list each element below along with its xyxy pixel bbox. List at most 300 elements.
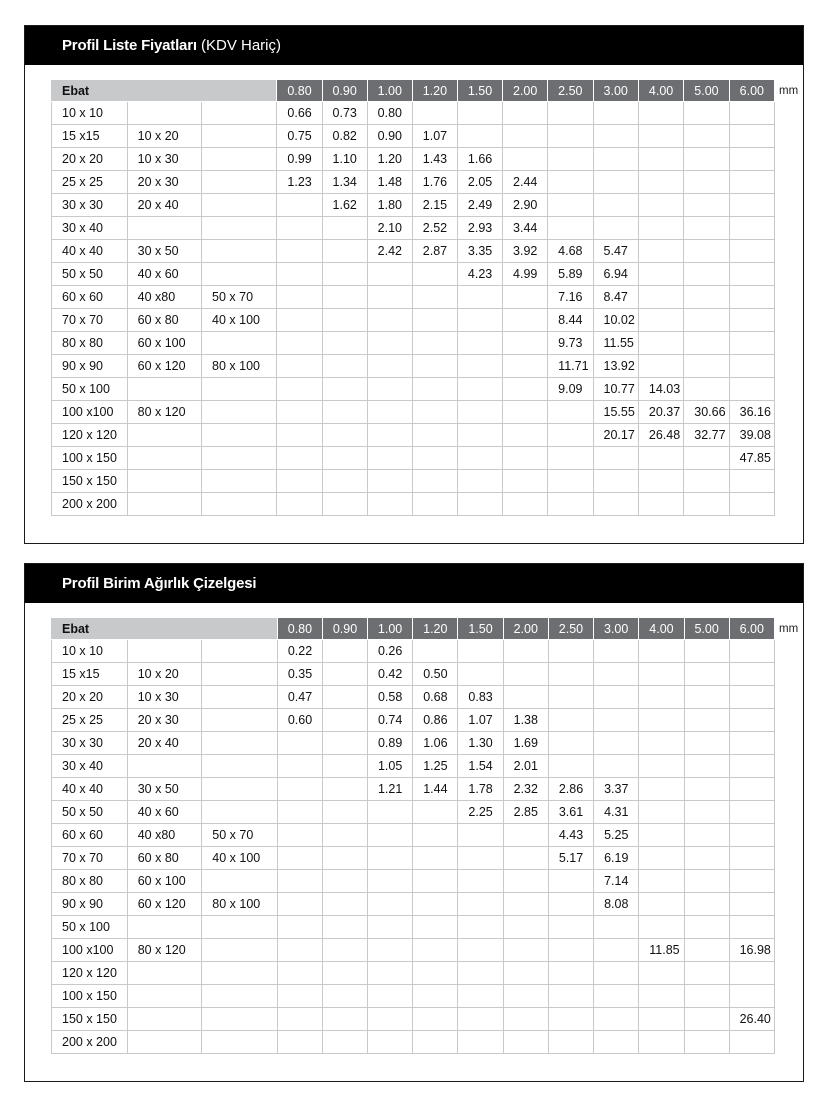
value-cell [729, 709, 774, 732]
value-cell: 26.48 [638, 424, 683, 447]
value-cell [639, 916, 684, 939]
value-cell [684, 686, 729, 709]
value-cell [639, 732, 684, 755]
size-cell: 60 x 100 [127, 870, 202, 893]
value-cell [277, 493, 322, 516]
value-cell [367, 939, 412, 962]
value-cell [548, 447, 593, 470]
value-cell [323, 870, 368, 893]
value-cell: 1.05 [367, 755, 412, 778]
unit-weight-table [51, 617, 803, 1054]
value-cell [639, 801, 684, 824]
value-cell [548, 493, 593, 516]
size-cell [202, 447, 277, 470]
value-cell [413, 985, 458, 1008]
table-row [52, 663, 803, 686]
size-cell [202, 424, 277, 447]
value-cell [684, 148, 729, 171]
table-row [52, 755, 803, 778]
size-cell: 80 x 100 [202, 355, 277, 378]
value-cell [684, 263, 729, 286]
row-end-spacer [775, 755, 803, 778]
value-cell [593, 102, 638, 125]
value-cell [594, 709, 639, 732]
size-cell: 50 x 50 [52, 263, 128, 286]
value-cell [367, 401, 412, 424]
value-cell [548, 686, 593, 709]
row-end-spacer [775, 1031, 803, 1054]
value-cell: 1.34 [322, 171, 367, 194]
value-cell [503, 355, 548, 378]
row-end-spacer [775, 263, 803, 286]
thickness-header: 0.90 [323, 618, 368, 640]
value-cell [639, 962, 684, 985]
value-cell: 1.30 [458, 732, 503, 755]
size-cell [202, 962, 278, 985]
row-end-spacer [775, 1008, 803, 1031]
value-cell [322, 286, 367, 309]
size-cell: 10 x 30 [127, 686, 202, 709]
size-cell: 40 x 100 [202, 847, 278, 870]
size-cell [127, 755, 202, 778]
value-cell [729, 378, 774, 401]
size-cell [127, 493, 201, 516]
value-cell [594, 640, 639, 663]
value-cell [548, 870, 593, 893]
value-cell: 2.42 [367, 240, 412, 263]
value-cell [457, 332, 502, 355]
size-cell [202, 801, 278, 824]
value-cell [277, 240, 322, 263]
row-end-spacer [775, 893, 803, 916]
value-cell [594, 686, 639, 709]
table-row [52, 424, 803, 447]
value-cell [638, 217, 683, 240]
value-cell: 1.62 [322, 194, 367, 217]
value-cell [729, 663, 774, 686]
value-cell [503, 870, 548, 893]
table-row [52, 309, 803, 332]
size-cell: 50 x 50 [52, 801, 128, 824]
row-end-spacer [775, 640, 803, 663]
value-cell [412, 263, 457, 286]
value-cell [277, 1008, 322, 1031]
value-cell [458, 847, 503, 870]
value-cell [684, 332, 729, 355]
value-cell: 8.47 [593, 286, 638, 309]
row-end-spacer [775, 470, 803, 493]
value-cell [322, 470, 367, 493]
value-cell: 0.50 [413, 663, 458, 686]
size-cell [202, 401, 277, 424]
value-cell [684, 447, 729, 470]
table-row [52, 240, 803, 263]
value-cell [684, 194, 729, 217]
size-cell: 90 x 90 [52, 355, 128, 378]
value-cell: 1.20 [367, 148, 412, 171]
thickness-header: 1.50 [458, 618, 503, 640]
size-cell: 25 x 25 [52, 709, 128, 732]
table-row [52, 709, 803, 732]
table-row [52, 263, 803, 286]
value-cell [277, 217, 322, 240]
row-end-spacer [775, 217, 803, 240]
size-cell: 60 x 120 [127, 893, 202, 916]
value-cell: 2.87 [412, 240, 457, 263]
value-cell [457, 286, 502, 309]
value-cell [503, 125, 548, 148]
row-end-spacer [775, 709, 803, 732]
value-cell [594, 939, 639, 962]
value-cell [458, 916, 503, 939]
size-cell: 100 x100 [52, 401, 128, 424]
value-cell [593, 148, 638, 171]
value-cell [594, 755, 639, 778]
value-cell [639, 640, 684, 663]
unit-weight-title-main: Profil Birim Ağırlık Çizelgesi [62, 575, 257, 592]
row-end-spacer [775, 125, 803, 148]
value-cell [639, 778, 684, 801]
value-cell [277, 985, 322, 1008]
value-cell: 11.55 [593, 332, 638, 355]
size-cell: 10 x 10 [52, 102, 128, 125]
value-cell [412, 332, 457, 355]
value-cell [457, 447, 502, 470]
value-cell [367, 332, 412, 355]
value-cell: 16.98 [729, 939, 774, 962]
value-cell [503, 962, 548, 985]
value-cell [684, 470, 729, 493]
row-end-spacer [775, 916, 803, 939]
row-end-spacer [775, 286, 803, 309]
price-list-title-main: Profil Liste Fiyatları [62, 37, 197, 54]
value-cell: 1.25 [413, 755, 458, 778]
value-cell: 8.08 [594, 893, 639, 916]
table-row [52, 985, 803, 1008]
value-cell [639, 663, 684, 686]
value-cell [323, 916, 368, 939]
value-cell [413, 1008, 458, 1031]
value-cell [367, 962, 412, 985]
value-cell: 2.52 [412, 217, 457, 240]
size-cell: 20 x 20 [52, 686, 128, 709]
size-cell [202, 732, 278, 755]
value-cell [548, 424, 593, 447]
size-cell: 70 x 70 [52, 309, 128, 332]
size-cell: 60 x 120 [127, 355, 201, 378]
value-cell [638, 447, 683, 470]
ebat-header-fill [127, 618, 202, 640]
value-cell [503, 1008, 548, 1031]
size-cell [202, 778, 278, 801]
value-cell: 1.06 [413, 732, 458, 755]
value-cell [503, 939, 548, 962]
row-end-spacer [775, 732, 803, 755]
thickness-header: 4.00 [638, 80, 683, 102]
value-cell [639, 893, 684, 916]
value-cell [412, 102, 457, 125]
table-row [52, 102, 803, 125]
value-cell: 1.69 [503, 732, 548, 755]
table-row [52, 870, 803, 893]
row-end-spacer [775, 663, 803, 686]
value-cell: 4.23 [457, 263, 502, 286]
value-cell [458, 962, 503, 985]
value-cell [638, 355, 683, 378]
row-end-spacer [775, 171, 803, 194]
row-end-spacer [775, 148, 803, 171]
size-cell: 120 x 120 [52, 424, 128, 447]
ebat-header-fill [127, 80, 201, 102]
value-cell [548, 217, 593, 240]
size-cell: 40 x80 [127, 824, 202, 847]
value-cell [638, 332, 683, 355]
value-cell [503, 824, 548, 847]
value-cell: 1.76 [412, 171, 457, 194]
value-cell [593, 470, 638, 493]
value-cell [729, 916, 774, 939]
value-cell [277, 801, 322, 824]
table-row [52, 732, 803, 755]
size-cell [202, 755, 278, 778]
value-cell: 5.89 [548, 263, 593, 286]
value-cell [503, 332, 548, 355]
size-cell: 10 x 30 [127, 148, 201, 171]
value-cell: 1.80 [367, 194, 412, 217]
value-cell [684, 640, 729, 663]
value-cell: 2.90 [503, 194, 548, 217]
size-cell [127, 916, 202, 939]
value-cell [639, 1008, 684, 1031]
value-cell [729, 470, 774, 493]
value-cell: 2.49 [457, 194, 502, 217]
table-row [52, 470, 803, 493]
row-end-spacer [775, 939, 803, 962]
ebat-header-fill [202, 80, 277, 102]
row-end-spacer [775, 424, 803, 447]
value-cell [457, 401, 502, 424]
size-cell [202, 1031, 278, 1054]
value-cell: 1.66 [457, 148, 502, 171]
value-cell: 0.60 [277, 709, 322, 732]
value-cell [548, 939, 593, 962]
value-cell: 3.37 [594, 778, 639, 801]
value-cell [639, 1031, 684, 1054]
thickness-header: 2.50 [548, 80, 593, 102]
value-cell [322, 355, 367, 378]
size-cell [202, 663, 278, 686]
size-cell: 60 x 80 [127, 309, 201, 332]
value-cell: 10.77 [593, 378, 638, 401]
value-cell [323, 985, 368, 1008]
table-row [52, 355, 803, 378]
value-cell [323, 640, 368, 663]
thickness-header: 0.80 [277, 80, 322, 102]
value-cell [638, 286, 683, 309]
value-cell: 0.66 [277, 102, 322, 125]
row-end-spacer [775, 985, 803, 1008]
value-cell: 0.26 [367, 640, 412, 663]
size-cell: 30 x 50 [127, 778, 202, 801]
size-cell [202, 985, 278, 1008]
value-cell [277, 847, 322, 870]
value-cell [729, 732, 774, 755]
value-cell: 3.92 [503, 240, 548, 263]
value-cell: 5.25 [594, 824, 639, 847]
value-cell [684, 217, 729, 240]
value-cell [413, 893, 458, 916]
value-cell [277, 401, 322, 424]
table-row [52, 194, 803, 217]
value-cell: 2.85 [503, 801, 548, 824]
value-cell: 0.35 [277, 663, 322, 686]
value-cell [367, 824, 412, 847]
value-cell [412, 378, 457, 401]
size-cell [202, 916, 278, 939]
value-cell: 2.10 [367, 217, 412, 240]
value-cell [684, 801, 729, 824]
size-cell [127, 985, 202, 1008]
value-cell [684, 732, 729, 755]
value-cell [684, 916, 729, 939]
value-cell [729, 824, 774, 847]
value-cell [548, 916, 593, 939]
price-list-panel [24, 25, 804, 544]
row-end-spacer [775, 332, 803, 355]
value-cell [638, 125, 683, 148]
value-cell: 2.15 [412, 194, 457, 217]
size-cell [202, 217, 277, 240]
size-cell [202, 102, 277, 125]
value-cell [503, 893, 548, 916]
size-cell: 70 x 70 [52, 847, 128, 870]
value-cell [322, 309, 367, 332]
value-cell [322, 240, 367, 263]
value-cell [684, 709, 729, 732]
value-cell [548, 401, 593, 424]
value-cell [684, 755, 729, 778]
value-cell: 15.55 [593, 401, 638, 424]
value-cell [729, 355, 774, 378]
size-cell: 150 x 150 [52, 470, 128, 493]
size-cell: 40 x 40 [52, 778, 128, 801]
value-cell: 3.44 [503, 217, 548, 240]
value-cell [277, 732, 322, 755]
price-list-title [25, 26, 803, 65]
value-cell [413, 916, 458, 939]
size-cell: 90 x 90 [52, 893, 128, 916]
value-cell [503, 847, 548, 870]
value-cell [548, 470, 593, 493]
value-cell [367, 470, 412, 493]
size-cell [127, 378, 201, 401]
value-cell [503, 102, 548, 125]
value-cell [322, 401, 367, 424]
value-cell [412, 424, 457, 447]
value-cell [593, 194, 638, 217]
table-row [52, 801, 803, 824]
unit-weight-title [25, 564, 803, 603]
value-cell [594, 1008, 639, 1031]
value-cell [503, 663, 548, 686]
value-cell: 3.35 [457, 240, 502, 263]
value-cell [277, 286, 322, 309]
value-cell [277, 194, 322, 217]
value-cell: 1.23 [277, 171, 322, 194]
row-end-spacer [775, 778, 803, 801]
value-cell [457, 424, 502, 447]
value-cell [458, 640, 503, 663]
ebat-header: Ebat [52, 618, 128, 640]
size-cell: 100 x100 [52, 939, 128, 962]
value-cell [323, 939, 368, 962]
size-cell [127, 640, 202, 663]
size-cell: 10 x 20 [127, 663, 202, 686]
value-cell [413, 870, 458, 893]
value-cell [684, 171, 729, 194]
value-cell: 0.73 [322, 102, 367, 125]
value-cell [277, 332, 322, 355]
size-cell [202, 148, 277, 171]
size-cell: 60 x 80 [127, 847, 202, 870]
size-cell [127, 102, 201, 125]
value-cell: 6.94 [593, 263, 638, 286]
value-cell [594, 732, 639, 755]
value-cell [638, 240, 683, 263]
table-header-row [52, 618, 803, 640]
value-cell [638, 171, 683, 194]
value-cell [367, 847, 412, 870]
table-row [52, 778, 803, 801]
value-cell: 30.66 [684, 401, 729, 424]
table-row [52, 447, 803, 470]
value-cell [367, 985, 412, 1008]
value-cell [458, 663, 503, 686]
size-cell: 30 x 30 [52, 732, 128, 755]
value-cell [277, 824, 322, 847]
thickness-header: 1.50 [457, 80, 502, 102]
value-cell [503, 378, 548, 401]
value-cell [413, 939, 458, 962]
value-cell [548, 1031, 593, 1054]
row-end-spacer [775, 801, 803, 824]
value-cell: 2.44 [503, 171, 548, 194]
value-cell: 1.38 [503, 709, 548, 732]
size-cell: 60 x 60 [52, 286, 128, 309]
table-row [52, 171, 803, 194]
value-cell [457, 102, 502, 125]
value-cell [638, 309, 683, 332]
size-cell: 200 x 200 [52, 1031, 128, 1054]
value-cell [457, 493, 502, 516]
value-cell: 2.01 [503, 755, 548, 778]
value-cell: 2.93 [457, 217, 502, 240]
value-cell [593, 493, 638, 516]
size-cell [202, 263, 277, 286]
value-cell [638, 194, 683, 217]
value-cell [548, 709, 593, 732]
value-cell [548, 663, 593, 686]
value-cell: 8.44 [548, 309, 593, 332]
size-cell [202, 194, 277, 217]
value-cell [277, 916, 322, 939]
value-cell [729, 309, 774, 332]
table-row [52, 1008, 803, 1031]
size-cell [127, 1008, 202, 1031]
value-cell [548, 962, 593, 985]
value-cell [412, 493, 457, 516]
value-cell [277, 778, 322, 801]
